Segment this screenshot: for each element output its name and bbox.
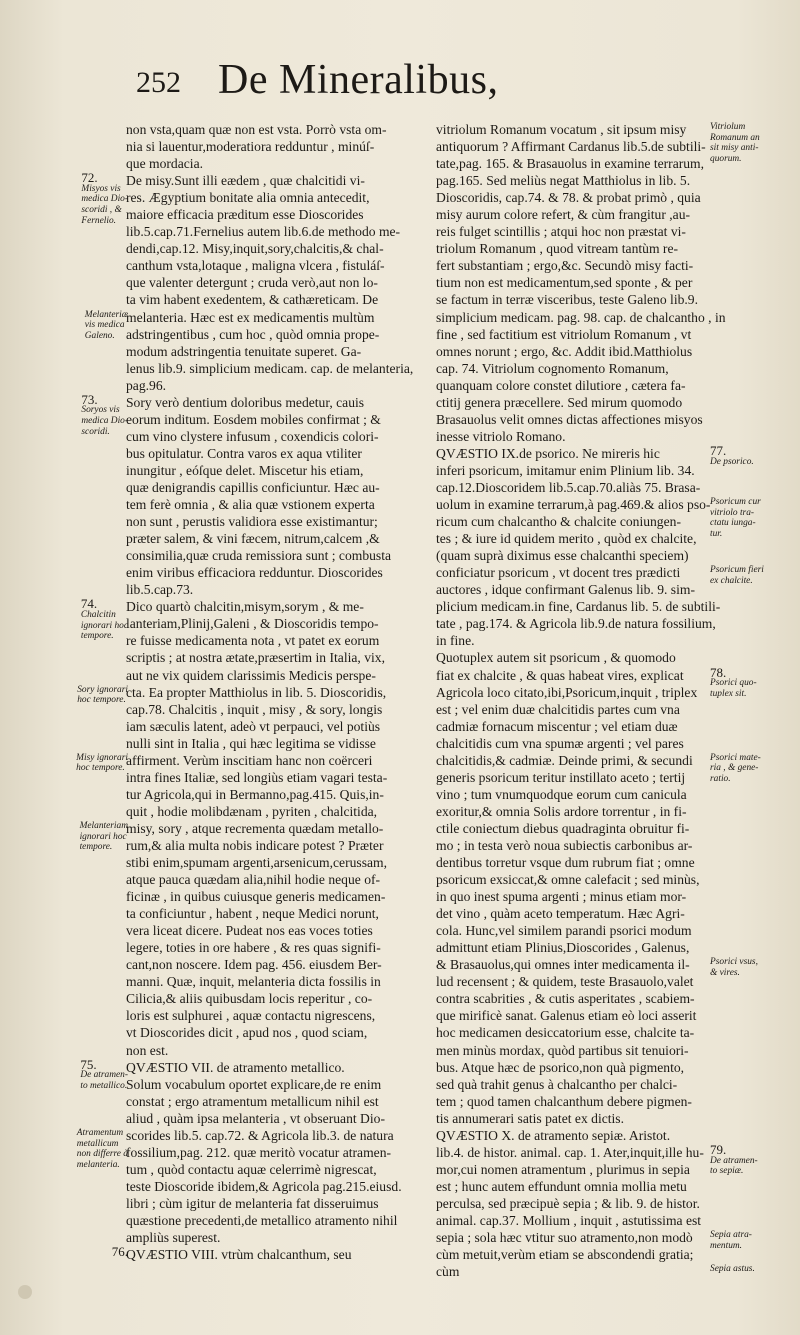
text-line: tem ; quod tamen chalcanthum debere pigmen- <box>436 1093 692 1109</box>
margin-note-line: metallicum <box>76 1138 119 1149</box>
text-line: ricum cum chalcantho & chalcite coniungen- <box>436 514 681 530</box>
text-line: modum adstringentia tenuitate superet. Ga- <box>126 343 362 359</box>
text-line: Solum vocabulum oportet explicare,de re enim <box>126 1076 382 1092</box>
text-line: se factum in terræ visceribus, teste Galeno lib.9. <box>436 292 698 308</box>
text-line: non est. <box>126 1042 169 1058</box>
text-line: loris est sulphurei , aquæ contactu nigrescens, <box>126 1008 376 1024</box>
text-line: pag.96. <box>126 377 167 393</box>
margin-note-line: tempore. <box>79 842 113 853</box>
margin-note-line: tempore. <box>80 631 114 642</box>
text-line: animal. cap.37. Mollium , inquit , astutissima est <box>436 1213 702 1228</box>
text-line: ctile coniectum diebus quadraginta obruitur fi- <box>436 820 690 836</box>
text-line: inesse vitriolo Romano. <box>436 428 566 444</box>
margin-note-line: ignorari hoc <box>79 831 127 842</box>
margin-note-line: Psoricum cur <box>710 497 761 508</box>
margin-note-line: to sepiæ. <box>710 1166 744 1177</box>
question-number: 78. <box>710 664 727 680</box>
text-line: vt Dioscorides dicit , apud nos , quod sciam, <box>126 1025 368 1041</box>
text-line: aut ne vix quidem clarissimis Medicis perspe- <box>126 667 376 683</box>
text-line: fiat ex chalcite , & quas habeat vires, explicat <box>436 667 684 683</box>
margin-note <box>710 1142 758 1177</box>
text-line: intra fines Italiæ, sed longiùs etiam vagari testa- <box>126 769 388 785</box>
text-line: antiquorum ? Affirmant Cardanus lib.5.de subtili- <box>436 139 706 155</box>
text-line: scorides lib.5. cap.72. & Agricola lib.3. de natura <box>126 1127 394 1143</box>
text-line: dendi,cap.12. Misy,inquit,sory,chalcitis,& chal- <box>126 241 384 257</box>
text-line: lanteriam,Plinij,Galeni , & Dioscoridis tempo- <box>126 616 379 632</box>
text-line: vino ; tum vnumquodque eorum cum canicula <box>436 786 687 802</box>
text-line: inferi psoricum, imitamur enim Plinium lib. 34. <box>436 462 695 478</box>
text-line: QVÆSTIO X. de atramento sepiæ. Aristot. <box>436 1127 671 1143</box>
running-head: De Mineralibus, <box>218 57 499 103</box>
text-line: non sunt , perustis validiora esse existimantur; <box>126 514 378 530</box>
margin-note-line: Misyos vis <box>81 183 121 194</box>
margin-note-line: Sepia atra- <box>710 1230 752 1241</box>
text-line: vera liceat dicere. Pudeat nos eas voces toties <box>126 923 373 939</box>
margin-note-line: Sepia astus. <box>710 1264 755 1275</box>
margin-note-line: De atramen- <box>80 1070 128 1081</box>
text-line: & Brasauolus,qui omnes inter medicamenta il- <box>436 957 690 973</box>
question-number: 75. <box>80 1056 97 1072</box>
text-line: que valenter detergunt ; cruda verò,aut non lo- <box>126 275 378 291</box>
page-blemish <box>18 1285 32 1299</box>
margin-note <box>710 753 761 785</box>
text-line: ficinæ , in quibus cuiusque generis medicamen- <box>126 889 386 905</box>
margin-note-line: quorum. <box>710 153 742 164</box>
text-line: QVÆSTIO VII. de atramento metallico. <box>126 1059 345 1075</box>
margin-note <box>76 753 128 774</box>
text-line: fert substantiam ; ergo,&c. Secundò misy facti- <box>436 258 694 274</box>
text-line: eorum inditum. Eosdem mobiles confirmat ; & <box>126 411 381 427</box>
text-line: non vsta,quam quæ non est vsta. Porrò vsta om- <box>126 122 387 137</box>
margin-note <box>77 1128 128 1170</box>
text-line: tium non est medicamentum,sed sponte , & per <box>436 275 693 291</box>
text-line: QVÆSTIO VIII. vtrùm chalcanthum, seu <box>126 1247 352 1263</box>
text-line: De misy.Sunt illi eædem , quæ chalcitidi vi- <box>126 173 365 189</box>
text-line: cant,non noscere. Idem pag. 456. eiusdem Ber- <box>126 957 382 973</box>
margin-note-line: Galeno. <box>84 330 115 341</box>
margin-note-line: Vitriolum <box>710 122 746 132</box>
margin-note-line: Atramentum <box>76 1127 124 1138</box>
text-line: affirment. Verùm inscitiam hanc non coërceri <box>126 752 373 768</box>
margin-note-line: De atramen- <box>710 1155 758 1166</box>
text-line: libri ; cùm igitur de melanteria fat disseruimus <box>126 1195 379 1211</box>
margin-note-line: Romanum an <box>710 132 760 143</box>
margin-note <box>710 565 764 586</box>
margin-note-line: medica Dio- <box>81 194 128 205</box>
margin-note-line: De psorico. <box>710 456 754 467</box>
text-line: rum,& alia multa nobis indicare potest ? Præter <box>126 837 384 853</box>
text-line: det vino , quàm aceto temperatum. Hæc Agri- <box>436 906 685 922</box>
text-line: hoc medicamen desiccatorium esse, chalcite ta- <box>436 1025 695 1041</box>
text-line: que mordacia. <box>126 156 203 172</box>
margin-note <box>85 310 128 342</box>
text-line: est ; hunc autem effundunt omnia mollia metu <box>436 1178 687 1194</box>
text-line: quæstione precedenti,de metallico atramento nihil <box>126 1213 398 1228</box>
margin-note-line: Melanteriæ <box>84 309 128 320</box>
text-line: adstringentibus , cum hoc , quòd omnia prope- <box>126 326 380 342</box>
text-line: manni. Quæ, inquit, melanteria dicta fossilis in <box>126 974 381 990</box>
text-line: tes ; & iure id quidem merito , quòd ex chalcite, <box>436 531 697 547</box>
margin-note-line: Fernelio. <box>81 215 117 226</box>
text-line: misy, sory , atque recrementa quædam metallo- <box>126 820 384 836</box>
text-line: lib.5.cap.71.Fernelius autem lib.6.de methodo me- <box>126 224 401 240</box>
text-line: Agricola loco citato,ibi,Psoricum,inquit , triplex <box>436 684 698 700</box>
margin-note-line: medica Dio- <box>81 415 128 426</box>
text-line: aliud , quàm ipsa melanteria , vt obseruant Dio- <box>126 1110 385 1126</box>
text-line: sepia ; sola hæc vtitur suo atramento,non modò <box>436 1230 693 1246</box>
text-line: quæ denigrandis capillis conficiuntur. Hæc au- <box>126 479 380 495</box>
margin-note-line: sit misy anti- <box>710 143 759 154</box>
question-number: 73. <box>81 391 98 407</box>
text-line: men minùs mordax, quòd partibus sit tenuiori- <box>436 1042 689 1058</box>
text-line: omnes norunt ; ergo, &c. Addit ibid.Matthiolus <box>436 343 693 359</box>
text-line: contra scabrities , & cutis asperitates , scabiem- <box>436 991 695 1007</box>
text-line: stibi enim,spumam argenti,arsenicum,cerussam, <box>126 855 387 871</box>
text-line: lib.4. de histor. animal. cap. 1. Ater,inquit,ille hu- <box>436 1144 704 1160</box>
text-line: dentibus torretur vsque dum rubrum fiat ; omne <box>436 855 695 871</box>
text-line: præter salem, & vini fæcem, nitrum,calcem ,& <box>126 531 380 547</box>
text-line: cta. Ea propter Matthiolus in lib. 5. Dioscoridis, <box>126 684 387 700</box>
text-line: tum , quòd contactu aquæ celerrimè nigrescat, <box>126 1161 377 1177</box>
margin-note-line: & vires. <box>710 968 740 979</box>
text-line: ctitij genera præcellere. Sed mirum quomodo <box>436 394 683 410</box>
margin-note <box>81 170 128 226</box>
margin-note-line: vitriolo tra- <box>710 507 755 518</box>
text-line: Brasauolus velit omnes dictas affectiones misyos <box>436 411 703 427</box>
margin-note-line: vis medica <box>84 320 125 331</box>
text-line: mo ; in testa verò noua subiectis carbonibus ar- <box>436 837 693 853</box>
margin-note-line: Soryos vis <box>81 405 120 416</box>
text-line: inungitur , eóſque delet. Miscetur his etiam, <box>126 462 364 478</box>
text-line: psoricum exsiccat,& omne calefacit ; sed minùs, <box>436 872 700 888</box>
margin-note <box>710 442 754 467</box>
margin-note <box>80 821 128 853</box>
text-line: chalcitidis,& cadmiæ. Deinde primi, & secundi <box>436 752 693 768</box>
text-line: maiore efficacia præditum esse Dioscorides <box>126 207 364 223</box>
text-line: sed quà trahit genus à chalcantho per chalci- <box>436 1076 678 1092</box>
margin-note-line: Psoricum fieri <box>710 565 764 576</box>
question-number: 77. <box>710 442 727 458</box>
text-line: atque pauca quædam alia,nihil hodie neque of- <box>126 872 381 888</box>
text-line: (quam suprà diximus esse chalcanthi speciem) <box>436 548 689 564</box>
text-line: triolum Romanum , quod vitream tantùm re- <box>436 241 678 257</box>
text-line: canthum vsta,lotaque , maligna vlcera , fistuláſ- <box>126 258 385 274</box>
text-line: Sory verò dentium doloribus medetur, cauis <box>126 394 365 410</box>
text-line: plicium medicam.in fine, Cardanus lib. 5. de subtili- <box>436 599 721 615</box>
text-line: quit , hodie molibdænam , pyriten , chalcitida, <box>126 803 378 819</box>
text-line: quanquam colore constet dilutiore , cætera fa- <box>436 377 686 393</box>
text-line: admittunt etiam Plinius,Dioscorides , Galenus, <box>436 940 690 956</box>
text-line: consimilia,quæ cruda remissiora sunt ; combusta <box>126 548 392 564</box>
text-line: fossilium,pag. 212. quæ meritò vocatur atramen- <box>126 1144 392 1160</box>
text-line: tate,pag. 165. & Brasauolus in examine terrarum, <box>436 156 705 172</box>
left-text-column <box>126 121 418 1263</box>
margin-note-line: ria , & gene- <box>710 763 759 774</box>
text-line: cùm <box>436 1264 460 1280</box>
text-line: tem ferè omnia , & alia quæ vstionem experta <box>126 497 375 513</box>
text-line: auctores , idque confirmant Galenus lib. 9. sim- <box>436 582 695 598</box>
text-line: perculsa, sed præcipuè sepia ; & lib. 9. de histor. <box>436 1195 700 1211</box>
text-line: Quotuplex autem sit psoricum , & quomodo <box>436 650 676 666</box>
text-line: in quo inest spuma argenti ; minus etiam mor- <box>436 889 687 905</box>
text-line: chalcitidis cum vna spumæ argenti ; vel pares <box>436 735 684 751</box>
margin-note-line: hoc tempore. <box>76 763 125 774</box>
question-number: 72. <box>81 170 98 186</box>
margin-note-line: Psorici mate- <box>710 752 761 763</box>
question-number: 79. <box>710 1142 727 1157</box>
text-line: lud recensent ; & quidem, teste Brasauolo,valet <box>436 974 694 990</box>
text-line: ta vim habent exedentem, & cathæreticam. De <box>126 292 379 308</box>
margin-note-line: tur. <box>710 528 723 539</box>
margin-note <box>81 391 128 437</box>
margin-note-line: Chalcitin <box>80 609 116 620</box>
margin-note <box>77 685 128 706</box>
margin-note <box>710 497 761 539</box>
margin-note-line: ex chalcite. <box>710 575 753 586</box>
text-line: cum vino clystere infusum , coxendicis colori- <box>126 428 379 444</box>
text-line: Dico quartò chalcitin,misym,sorym , & me- <box>126 599 364 615</box>
text-line: misy aurum colore refert, & cùm frangitur ,au- <box>436 207 691 223</box>
text-line: teste Dioscoride ibidem,& Agricola pag.215.eiusd. <box>126 1178 402 1194</box>
question-number: 76. <box>111 1244 128 1260</box>
margin-note <box>710 1264 755 1275</box>
text-line: fine , sed factitium est vitriolum Romanum , vt <box>436 326 692 342</box>
text-line: conficiatur psoricum , vt docent tres prædicti <box>436 565 681 581</box>
text-line: constat ; ergo atramentum metallicum nihil est <box>126 1093 379 1109</box>
margin-note-line: Sory ignorari <box>77 684 128 695</box>
margin-note-line: ignorari hoc <box>80 620 128 631</box>
margin-note-line: tuplex sit. <box>710 688 747 699</box>
text-line: ta conficiuntur , habent , neque Medici norunt, <box>126 906 379 922</box>
margin-note-line: Melanteriam <box>79 821 128 832</box>
margin-note-line: Misy ignorari <box>76 752 128 763</box>
text-line: iam sæculis latent, adeò vt perpauci, vel potiùs <box>126 718 381 734</box>
text-line: exoritur,& omnia Solis ardore torrentur , in fi- <box>436 803 687 819</box>
text-line: mor,cui nomen atramentum , plurimus in sepia <box>436 1161 690 1177</box>
margin-note <box>80 1056 128 1092</box>
margin-note <box>710 1230 752 1251</box>
margin-note <box>710 664 757 700</box>
margin-note-line: scoridi , & <box>81 204 122 215</box>
text-line: simplicium medicam. pag. 98. cap. de chalcantho , in <box>436 309 726 325</box>
text-line: nia si lauentur,moderatiora redduntur , minúſ- <box>126 139 375 155</box>
margin-note-line: mentum. <box>710 1240 743 1251</box>
text-line: pag.165. Sed meliùs negat Matthiolus in lib. 5. <box>436 173 691 189</box>
text-line: enim viribus efficaciora redduntur. Dioscorides <box>126 565 383 581</box>
text-line: cap.12.Dioscoridem lib.5.cap.70.aliàs 75. Brasa- <box>436 479 701 495</box>
text-line: cap.78. Chalcitis , inquit , misy , & sory, longis <box>126 701 383 717</box>
margin-note <box>710 957 758 978</box>
text-line: legere, toties in ore habere , & res quas signifi- <box>126 940 381 956</box>
margin-note <box>80 596 128 642</box>
text-line: re fuisse medicamenta nota , vt patet ex eorum <box>126 633 380 649</box>
text-line: tur Agricola,qui in Bermanno,pag.415. Quis,in- <box>126 786 384 802</box>
text-line: lib.5.cap.73. <box>126 582 194 598</box>
margin-note-line: hoc tempore. <box>77 695 126 706</box>
text-line: generis psoricum teritur instillato aceto ; tertij <box>436 769 686 785</box>
margin-note-line: ctatu iunga- <box>710 518 756 529</box>
text-line: ampliùs superest. <box>126 1230 221 1246</box>
text-line: Cilicia,& aliis quibusdam locis reperitur , co- <box>126 991 373 1007</box>
text-line: scriptis ; at nostra ætate,præsertim in Italia, vix, <box>126 650 385 666</box>
margin-note-line: Psorici quo- <box>710 678 757 689</box>
question-number: 74. <box>80 596 98 612</box>
text-line: est ; vel enim duæ chalcitidis partes cum vna <box>436 701 680 717</box>
text-line: in fine. <box>436 633 475 649</box>
text-line: que mirificè sanat. Galenus etiam eò loci asserit <box>436 1008 697 1024</box>
text-line: bus opitulatur. Contra varos ex aqua vtiliter <box>126 445 362 461</box>
margin-note-line: Psorici vsus, <box>710 957 758 968</box>
margin-note-line: ratio. <box>710 774 731 785</box>
margin-note-line: non differre à <box>76 1149 128 1160</box>
text-line: bus. Atque hæc de psorico,non quà pigmento, <box>436 1059 685 1075</box>
text-line: cola. Hunc,vel similem parandi psorici modum <box>436 923 692 939</box>
page-number: 252 <box>136 66 181 99</box>
text-line: cap. 74. Vitriolum cognomento Romanum, <box>436 360 669 376</box>
margin-note-line: melanteria. <box>76 1159 120 1170</box>
text-line: cadmiæ fornacum miscentur ; vel etiam duæ <box>436 718 678 734</box>
margin-note-line: to metallico. <box>80 1080 128 1091</box>
text-line: uolum in examine terrarum,à pag.469.& alios pso- <box>436 497 711 513</box>
text-line: reis fulget scintillis ; atqui hoc non præstat vi- <box>436 224 686 240</box>
page-header <box>40 52 800 104</box>
text-line: lenus lib.9. simplicium medicam. cap. de melanteria, <box>126 360 414 376</box>
text-line: tis annumerari satis patet ex dictis. <box>436 1110 624 1126</box>
text-line: tate , pag.174. & Agricola lib.9.de natura fossilium, <box>436 616 716 632</box>
text-line: melanteria. Hæc est ex medicamentis multùm <box>126 309 375 325</box>
margin-note-line: scoridi. <box>81 426 110 437</box>
text-line: res. Ægyptium bonitate alia omnia antecedit, <box>126 190 370 206</box>
margin-note <box>710 122 760 164</box>
text-line: QVÆSTIO IX.de psorico. Ne mireris hic <box>436 445 660 461</box>
text-line: nulli sint in Italia , qui hæc legitima se vidisse <box>126 735 376 751</box>
text-line: cùm metuit,verùm etiam se abscondendi gratia; <box>436 1247 694 1263</box>
text-line: vitriolum Romanum vocatum , sit ipsum misy <box>436 122 687 137</box>
text-line: Dioscoridis, cap.74. & 78. & probat primò , quia <box>436 190 701 206</box>
